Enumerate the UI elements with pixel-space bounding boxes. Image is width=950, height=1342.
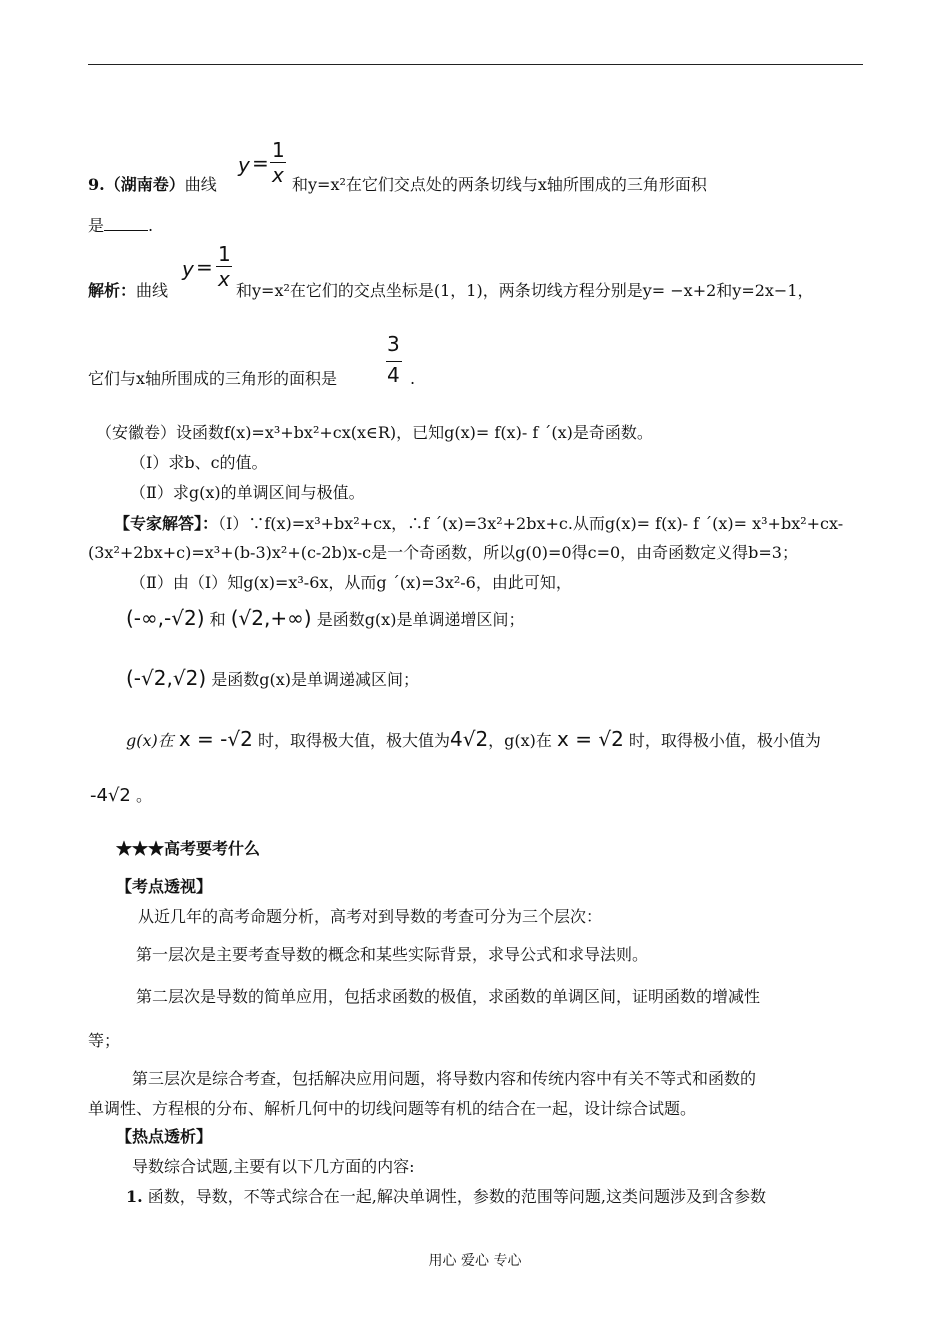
q9-text-b: 和y=x²在它们交点处的两条切线与x轴所围成的三角形面积 [292, 175, 707, 194]
and-word: 和 [209, 610, 226, 629]
max-value: 4√2 [449, 727, 489, 751]
sol9-fraction: y = 1 x [182, 242, 231, 291]
kaodian-heading: 【考点透视】 [116, 877, 213, 896]
q9-line1b [292, 174, 707, 196]
anhui-part2: （Ⅱ）求g(x)的单调区间与极值。 [130, 483, 365, 502]
q9-line2 [88, 215, 153, 237]
level-2-text-cont: 等； [88, 1031, 121, 1050]
expert-answer-line2: (3x²+2bx+c)=x³+(b-3)x²+(c-2b)x-c是一个奇函数，所以g(0)=0得c=0，由奇函数定义得b=3； [88, 543, 798, 562]
sol9-line1b [236, 280, 814, 302]
page-footer: 用心 爱心 专心 [428, 1253, 522, 1269]
section-title: ★★★高考要考什么 [116, 839, 261, 858]
q9-text-a: 曲线 [184, 175, 217, 194]
expert-text1: （Ⅰ）∵f(x)=x³+bx²+cx，∴f ´(x)=3x²+2bx+c.从而g(x)= f(x)- f ´(x)= x³+bx²+cx- [218, 514, 844, 533]
sol9-line2 [88, 368, 337, 390]
q9-text-d: . [148, 216, 154, 235]
redian-heading: 【热点透析】 [116, 1127, 213, 1146]
decreasing-text: 是函数g(x)是单调递减区间； [211, 670, 419, 689]
item-text: 函数，导数，不等式综合在一起,解决单调性，参数的范围等问题,这类问题涉及到含参数 [147, 1187, 766, 1206]
level-3-text-cont: 单调性、方程根的分布、解析几何中的切线问题等有机的结合在一起，设计综合试题。 [88, 1099, 697, 1118]
q9-line1 [88, 174, 217, 196]
interval-3: (-√2,√2) [126, 666, 207, 690]
increasing-intervals [126, 604, 524, 634]
x-equals-root2: x = √2 [557, 727, 624, 751]
min-value-line [90, 782, 152, 810]
answer-blank [104, 216, 148, 231]
gx-at-1: g(x)在 [126, 731, 174, 750]
fraction-numerator: 3 [387, 332, 400, 356]
kaodian-intro: 从近几年的高考命题分析，高考对到导数的考查可分为三个层次： [138, 907, 603, 926]
sol9-line1 [88, 280, 168, 302]
area-fraction [384, 332, 408, 388]
interval-2: (√2,+∞) [230, 606, 312, 630]
sol9-text-c: 它们与x轴所围成的三角形的面积是 [88, 369, 338, 388]
q9-source: （湖南卷） [104, 175, 185, 194]
redian-item-1 [126, 1186, 766, 1208]
x-equals-neg-root2: x = -√2 [178, 727, 253, 751]
anhui-statement: （安徽卷）设函数f(x)=x³+bx²+cx(x∈R)，已知g(x)= f(x)- f ´(x)是奇函数。 [96, 423, 653, 442]
fraction-denominator: 4 [387, 363, 400, 387]
gx-at-2: ，g(x)在 [488, 731, 552, 750]
increasing-text: 是函数g(x)是单调递增区间； [316, 610, 525, 629]
expert-label: 【专家解答】： [114, 514, 219, 533]
sol9-text-a: 曲线 [136, 281, 169, 300]
max-text: 时，取得极大值，极大值为 [257, 731, 450, 750]
min-end: 。 [135, 786, 152, 805]
anhui-part1: （Ⅰ）求b、c的值。 [130, 453, 268, 472]
extrema-line [126, 724, 821, 756]
min-text: 时，取得极小值，极小值为 [628, 731, 821, 750]
expert-answer-line3: （Ⅱ）由（Ⅰ）知g(x)=x³-6x，从而g ´(x)=3x²-6，由此可知， [130, 573, 572, 592]
level-1-text: 第一层次是主要考查导数的概念和某些实际背景，求导公式和求导法则。 [136, 945, 649, 964]
item-number: 1. [126, 1187, 143, 1206]
q9-text-c: 是 [88, 216, 105, 235]
sol9-text-b: 和y=x²在它们的交点坐标是(1，1)，两条切线方程分别是y= −x+2和y=2x−1， [236, 281, 814, 300]
level-3-text: 第三层次是综合考查，包括解决应用问题，将导数内容和传统内容中有关不等式和函数的 [132, 1069, 757, 1088]
decreasing-interval [126, 664, 419, 694]
redian-intro: 导数综合试题,主要有以下几方面的内容: [132, 1157, 415, 1176]
level-2-text: 第二层次是导数的简单应用，包括求函数的极值，求函数的单调区间，证明函数的增减性 [136, 987, 761, 1006]
header-rule [88, 64, 863, 65]
expert-answer-line1 [114, 513, 843, 535]
q9-fraction: y = 1 x [238, 138, 285, 187]
interval-1: (-∞,-√2) [126, 606, 205, 630]
min-value: -4√2 [90, 785, 131, 806]
sol9-label: 解析： [88, 281, 137, 300]
sol9-period: . [410, 369, 416, 388]
q9-number: 9. [88, 175, 105, 194]
